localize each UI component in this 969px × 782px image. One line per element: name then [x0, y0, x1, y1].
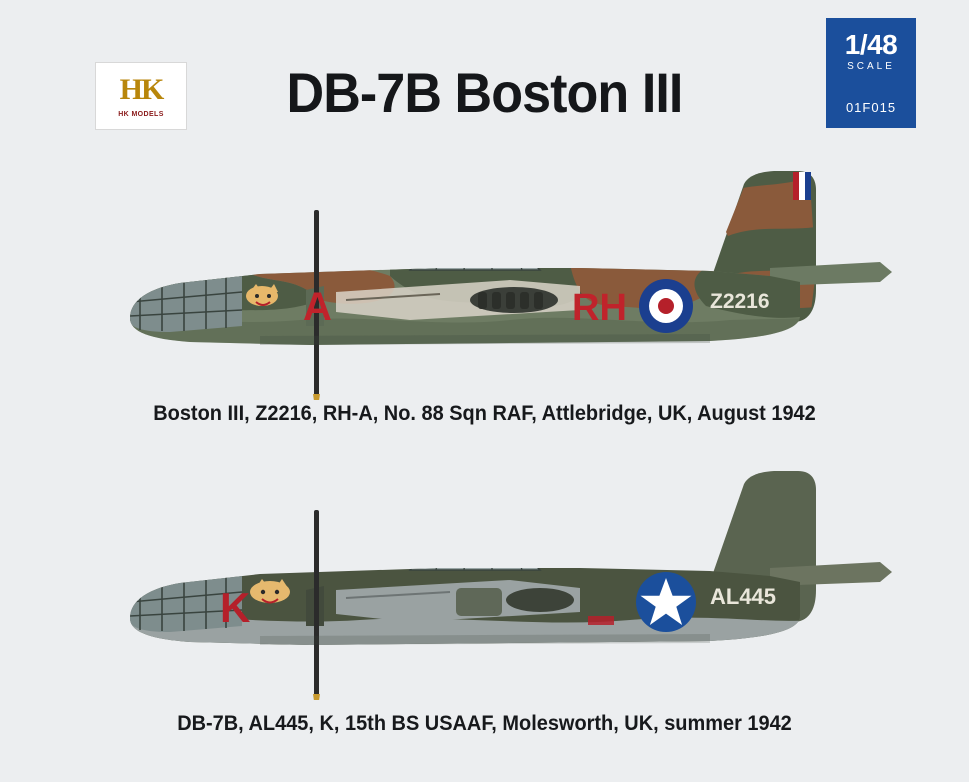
aircraft-profile-raf [110, 140, 900, 400]
serial-z2216: Z2216 [710, 290, 770, 313]
scale-word: SCALE [847, 61, 895, 72]
aircraft-profile-usaaf [110, 440, 900, 700]
caption-profile-2: DB-7B, AL445, K, 15th BS USAAF, Molesworth, UK, summer 1942 [177, 712, 792, 735]
code-letter-a: A [303, 285, 332, 329]
serial-al445: AL445 [710, 584, 777, 609]
fin-flash-blue [805, 172, 811, 200]
squadron-code-rh: RH [572, 287, 627, 329]
scale-badge [826, 18, 916, 128]
caption-profile-1: Boston III, Z2216, RH-A, No. 88 Sqn RAF, Attlebridge, UK, August 1942 [153, 402, 816, 425]
page-title: DB-7B Boston III [286, 61, 683, 124]
code-letter-k: K [220, 584, 251, 631]
nose-marking-stripe [588, 616, 614, 625]
fuselage-roundel [639, 279, 693, 333]
propeller [306, 510, 324, 700]
kit-code: 01F015 [845, 100, 897, 115]
usaaf-star-insignia [636, 572, 696, 632]
logo-mark: HK [119, 72, 163, 106]
fin-flash-white [799, 172, 805, 200]
fin-flash-red [793, 172, 799, 200]
logo-text: HK MODELS [118, 110, 164, 118]
scale-fraction: 1/48 [844, 29, 898, 60]
